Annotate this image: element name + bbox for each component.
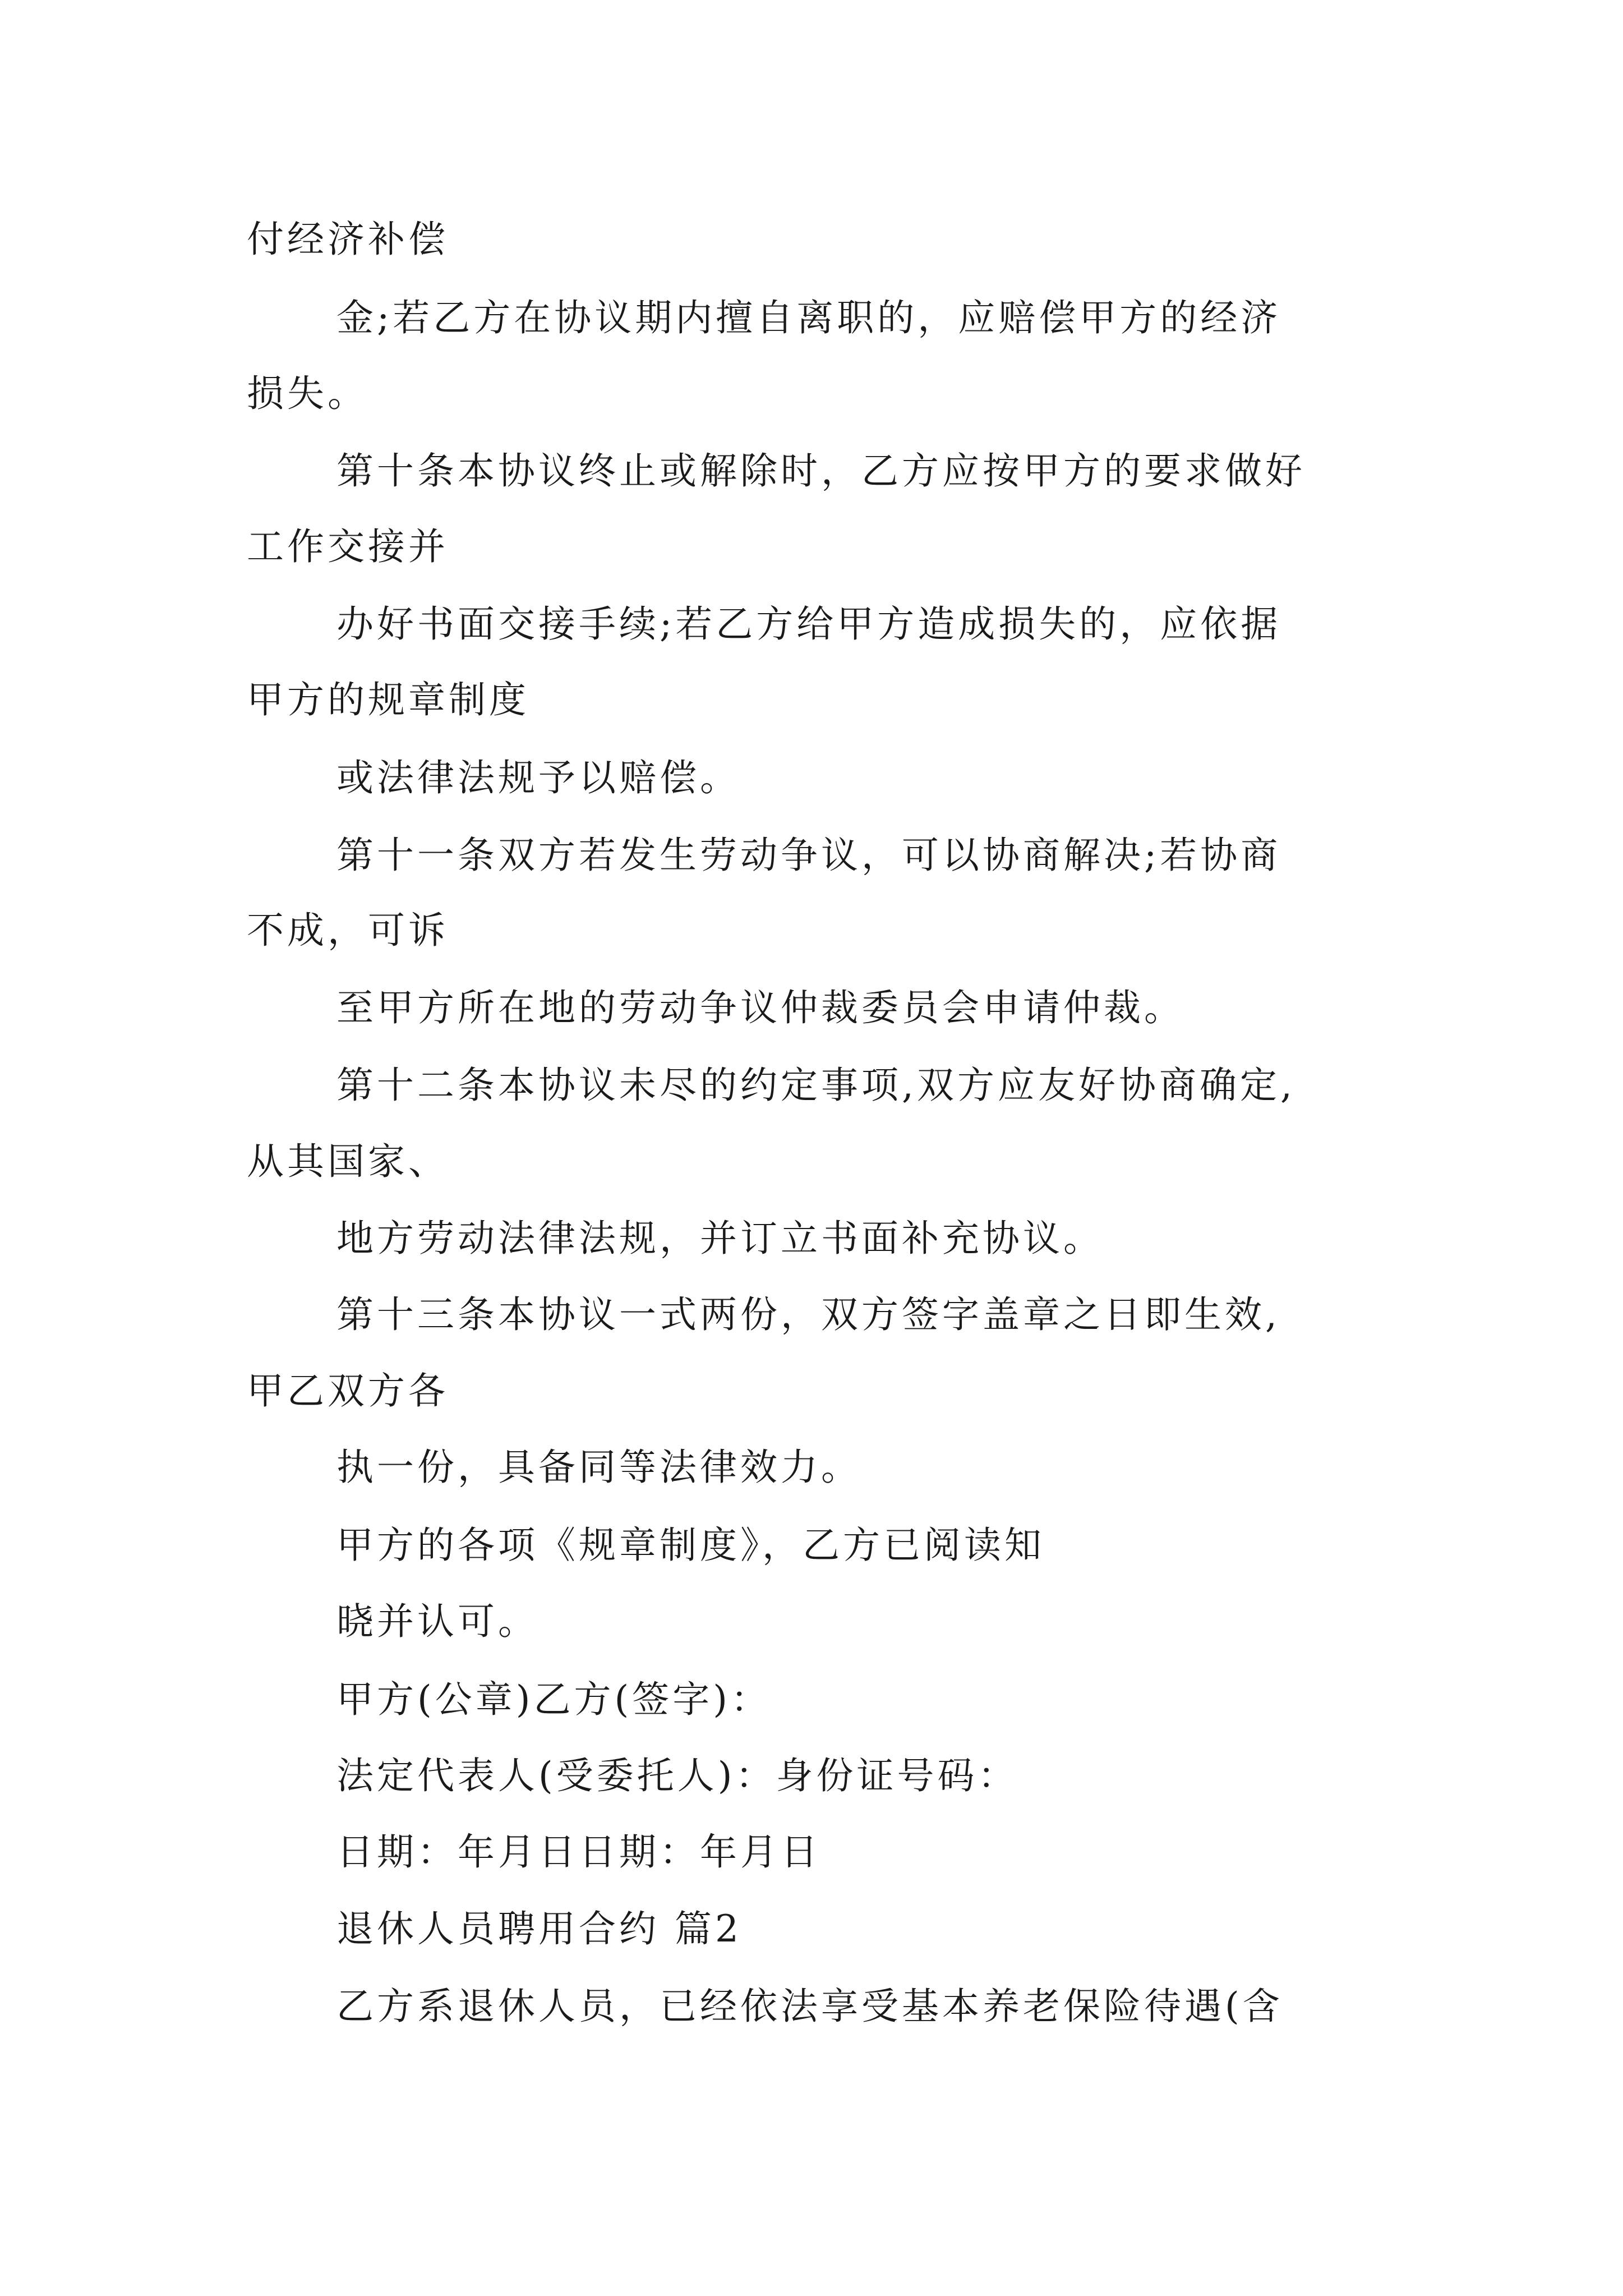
text-line: 从其国家、	[247, 1140, 449, 1183]
text-line: 第十三条本协议一式两份，双方签字盖章之日即生效,	[336, 1293, 1280, 1336]
text-line: 金;若乙方在协议期内擅自离职的，应赔偿甲方的经济	[336, 296, 1281, 339]
text-line: 地方劳动法律法规，并订立书面补充协议。	[336, 1217, 1104, 1260]
text-line: 或法律法规予以赔偿。	[336, 756, 740, 799]
text-line: 付经济补偿	[247, 218, 449, 261]
text-line: 甲方(公章)乙方(签字)：	[336, 1678, 771, 1721]
text-line: 第十一条双方若发生劳动争议，可以协商解决;若协商	[336, 834, 1281, 877]
text-line: 乙方系退休人员，已经依法享受基本养老保险待遇(含	[336, 1985, 1283, 2028]
text-line: 第十条本协议终止或解除时，乙方应按甲方的要求做好	[336, 449, 1306, 493]
text-line: 执一份，具备同等法律效力。	[336, 1446, 861, 1489]
text-line: 第十二条本协议未尽的约定事项,双方应友好协商确定,	[336, 1064, 1295, 1107]
text-line: 法定代表人(受委托人)：身份证号码：	[336, 1754, 1018, 1797]
text-line: 甲乙双方各	[247, 1369, 449, 1412]
text-line: 甲方的规章制度	[247, 678, 529, 721]
text-line: 办好书面交接手续;若乙方给甲方造成损失的，应依据	[336, 602, 1281, 646]
text-line: 甲方的各项《规章制度》，乙方已阅读知	[336, 1524, 1045, 1567]
section-heading: 退休人员聘用合约 篇2	[336, 1907, 742, 1950]
text-line: 工作交接并	[247, 525, 449, 568]
text-line: 不成，可诉	[247, 909, 449, 952]
text-line: 损失。	[247, 372, 368, 415]
text-line: 日期：年月日日期：年月日	[336, 1830, 821, 1874]
text-line: 至甲方所在地的劳动争议仲裁委员会申请仲裁。	[336, 986, 1184, 1029]
text-line: 晓并认可。	[336, 1600, 538, 1643]
